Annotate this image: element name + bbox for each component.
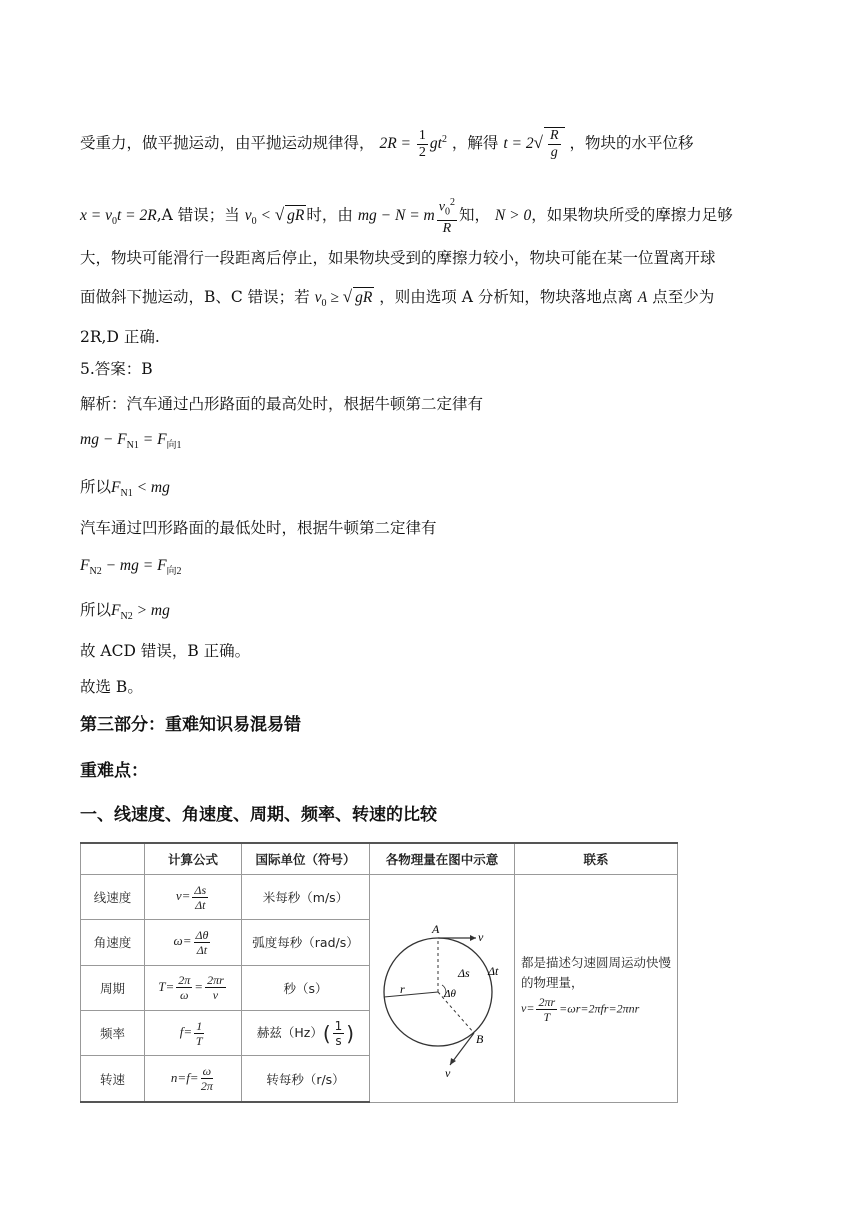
- formula-2r: 2R = $\frac{1}{2}$ $gt^2$: [379, 128, 447, 160]
- formula-x: $x = v_0t = 2R$: [80, 206, 157, 227]
- heading-key-points: 重难点：: [80, 761, 148, 781]
- circle-diagram: [372, 887, 512, 1087]
- relation-cell: [515, 875, 678, 1103]
- formula-period: T= $\frac{2\pi}{\omega}$ = $\frac{2\pi r}{v}$: [145, 965, 242, 1010]
- text: 时，由: [306, 205, 353, 224]
- radius-r: [384, 992, 438, 997]
- formula-v0-less: $v_0$ < √ gR: [244, 204, 305, 227]
- formula-v0-geq: $v_0$ ≥ √ gR: [314, 287, 373, 310]
- row-name-frequency: 频率: [81, 1010, 145, 1055]
- row-name-rotation-speed: 转速: [81, 1056, 145, 1102]
- label-v-top: v: [478, 929, 484, 944]
- text-so-1: [80, 477, 170, 504]
- formula-angular-velocity: ω= $\frac{\Delta\theta}{\Delta t}$: [145, 920, 242, 965]
- formula-fn2-eq: $F_{N2}$ − mg = $F_{向2}$: [80, 557, 182, 578]
- unit-linear-velocity: 米每秒（m/s）: [242, 875, 370, 920]
- relation-formula-text: =ωr=2πfr=2πnr: [559, 1001, 640, 1015]
- formula-linear-velocity: v= $\frac{\Delta s}{\Delta t}$: [145, 875, 242, 920]
- analysis-5: 解析：汽车通过凸形路面的最高处时，根据牛顿第二定律有: [80, 395, 484, 413]
- unit-frequency: 赫兹（Hz）( $\frac{1}{s}$ ): [242, 1010, 370, 1055]
- point-a: A: [637, 289, 648, 306]
- text-line-4: [80, 287, 714, 314]
- text-line-1: [80, 127, 693, 161]
- row-name-period: 周期: [81, 965, 145, 1010]
- unit-rotation-speed: 转每秒（r/s）: [242, 1056, 370, 1102]
- formula-fn2-greater: $F_{N2}$ > mg: [111, 602, 170, 623]
- comparison-table: [80, 842, 677, 1103]
- text: 面做斜下抛运动，B、C 错误；若: [80, 288, 310, 306]
- formula-fn1-eq: mg − $F_{N1} = F_{向1}$: [80, 431, 182, 452]
- answer-5: 5.答案：B: [80, 360, 153, 378]
- header-formula: 计算公式: [145, 843, 242, 875]
- text: 受重力，做平抛运动，由平抛运动规律得，: [80, 134, 375, 153]
- text: ，如果物块所受的摩擦力足够: [531, 205, 733, 224]
- text: 所以: [80, 478, 112, 496]
- header-relation: 联系: [515, 843, 678, 875]
- label-delta-t: Δt: [488, 963, 499, 978]
- relation-text: 都是描述匀速圆周运动快慢的物理量，: [521, 954, 672, 990]
- text: ，解得: [451, 134, 499, 153]
- arrowhead-a: [470, 935, 476, 941]
- text: 知，: [458, 205, 490, 224]
- heading-part-3: 第三部分：重难知识易混易错: [80, 715, 301, 735]
- text-line-3: 大，物块可能滑行一段距离后停止，如果物块受到的摩擦力较小，物块可能在某一位置离开球: [80, 249, 716, 267]
- label-b: B: [476, 1031, 484, 1046]
- text-line-5: 2R,D 正确.: [80, 328, 160, 346]
- text-conclusion: 故 ACD 错误，B 正确。: [80, 642, 251, 660]
- label-delta-theta: Δθ: [444, 987, 456, 1000]
- heading-section-1: 一、线速度、角速度、周期、频率、转速的比较: [80, 805, 437, 825]
- header-diagram: 各物理量在图中示意: [370, 843, 515, 875]
- text-lowest: 汽车通过凹形路面的最低处时，根据牛顿第二定律有: [80, 519, 437, 537]
- label-a: A: [432, 921, 440, 936]
- formula-frequency: f= $\frac{1}{T}$: [145, 1010, 242, 1055]
- unit-period: 秒（s）: [242, 965, 370, 1010]
- header-empty: [81, 843, 145, 875]
- text-line-2: [80, 195, 733, 237]
- text-choice: 故选 B。: [80, 678, 143, 696]
- text: 点至少为: [652, 288, 715, 306]
- formula-fn1-less: $F_{N1}$ < mg: [111, 479, 170, 500]
- formula-t: t = 2√ $\frac{R}{g}$: [503, 135, 564, 152]
- text: ，则由选项 A 分析知，物块落地点离: [379, 288, 633, 306]
- unit-angular-velocity: 弧度每秒（rad/s）: [242, 920, 370, 965]
- unit-frequency-text: 赫兹（Hz）: [256, 1024, 323, 1040]
- relation-formula: v= $\frac{2\pi r}{T}$ =ωr=2πfr=2πnr: [521, 994, 640, 1024]
- label-v-bottom: v: [445, 1065, 451, 1080]
- row-name-linear-velocity: 线速度: [81, 875, 145, 920]
- text: 所以: [80, 601, 112, 619]
- row-name-angular-velocity: 角速度: [81, 920, 145, 965]
- formula-mg-n: mg − N = m $\frac{v_0^2}{R}$: [357, 197, 455, 237]
- text: ，物块的水平位移: [569, 134, 694, 153]
- formula-n: N > 0: [494, 206, 532, 224]
- formula-rotation-speed: n=f= $\frac{\omega}{2\pi}$: [145, 1056, 242, 1102]
- header-unit: 国际单位（符号）: [242, 843, 370, 875]
- text: ,A 错误；当: [156, 205, 240, 224]
- label-r: r: [400, 981, 405, 996]
- text-so-2: [80, 600, 170, 627]
- label-delta-s: Δs: [458, 965, 470, 980]
- diagram-cell: [370, 875, 515, 1103]
